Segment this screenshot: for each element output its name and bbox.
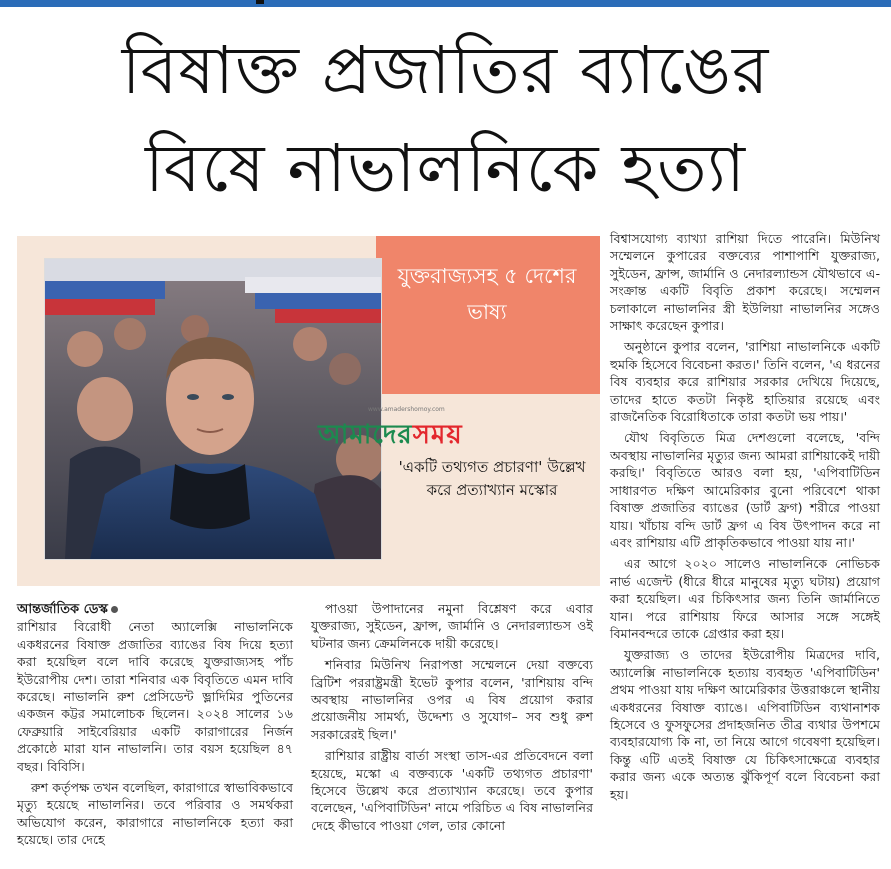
watermark-logo-part2: সময় [412, 420, 463, 450]
article-paragraph: এর আগে ২০২০ সালেও নাভালনিকে নোভিচক নার্ভ এজেন্ট (ধীরে ধীরে মানুষের মৃত্যু ঘটায়) প্রয়োগ করা হয়েছিল। এর চিকিৎসার জন্য তিনি জার্মানিতে যান। পরে রাশিয়ায় ফিরে আসার সঙ্গে সঙ্গেই বিমানবন্দরে তাকে গ্রেপ্তার করা হয়। [610, 556, 880, 641]
watermark-logo-part1: আমাদের [318, 420, 413, 450]
watermark-logo [318, 414, 463, 458]
photo-illustration [45, 259, 381, 559]
article-paragraph: রাশিয়ার রাষ্ট্রীয় বার্তা সংস্থা তাস-এর প্রতিবেদনে বলা হয়েছে, মস্কো এ বক্তব্যকে 'একটি তথ্যগত প্রচারণা' হিসেবে উল্লেখ করে প্রত্যাখ্যান করেছে। তবে কুপার বলেছেন, 'এপিবাটিডিন' নামে পরিচিত এ বিষ নাভালনির দেহে কীভাবে পাওয়া গেল, তার কোনো [311, 748, 593, 833]
article-column-1 [17, 600, 293, 853]
watermark-url: www.amadershomoy.com [368, 406, 445, 413]
top-bar-mark [256, 0, 264, 4]
navalny-photo [44, 258, 382, 560]
article-paragraph: শনিবার মিউনিখ নিরাপত্তা সম্মেলনে দেয়া বক্তব্যে ব্রিটিশ পররাষ্ট্রমন্ত্রী ইভেট কুপার বলেন, 'রাশিয়ায় বন্দি অবস্থায় নাভালনির ওপর এ বিষ প্রয়োগ করার প্রয়োজনীয় সামর্থ্য, উদ্দেশ্য ও সুযোগ– সব শুধু রুশ সরকারেরই ছিল।' [311, 657, 593, 742]
bullet-icon [111, 606, 118, 613]
article-paragraph: যৌথ বিবৃতিতে মিত্র দেশগুলো বলেছে, 'বন্দি অবস্থায় নাভালনির মৃত্যুর জন্য আমরা রাশিয়াকেই দায়ী করছি।' বিবৃতিতে আরও বলা হয়, 'এপিবাটিডিন সাধারণত দক্ষিণ আমেরিকার বুনো পরিবেশে থাকা বিষাক্ত প্রজাতির ব্যাঙের (ডার্ট ফ্রগ) শরীরে পাওয়া যায়। খাঁচায় বন্দি ডার্ট ফ্রগ এ বিষ উৎপাদন করে না এবং রাশিয়ায় এটি প্রাকৃতিকভাবে পাওয়া যায় না।' [610, 430, 880, 550]
article-paragraph: অনুষ্ঠানে কুপার বলেন, 'রাশিয়া নাভালনিকে একটি হুমকি হিসেবে বিবেচনা করত।' তিনি বলেন, 'এ ধরনের বিষ ব্যবহার করে রাশিয়ার সরকার দেখিয়ে দিয়েছে, তাদের হাতে কতটা নিকৃষ্ট হাতিয়ার রয়েছে এবং রাজনৈতিক বিরোধিতাকে তারা কতটা ভয় পায়।' [610, 339, 880, 425]
article-column-3 [610, 230, 880, 807]
article-paragraph: বিশ্বাসযোগ্য ব্যাখ্যা রাশিয়া দিতে পারেনি। মিউনিখ সম্মেলনে কুপারের বক্তব্যের পাশাপাশি যুক্তরাজ্য, সুইডেন, ফ্রান্স, জার্মানি ও নেদারল্যান্ডস যৌথভাবে এ-সংক্রান্ত একটি বিবৃতি প্রকাশ করেছে। সম্মেলন চলাকালে নাভালনির স্ত্রী ইউলিয়া নাভালনির সঙ্গেও সাক্ষাৎ করেছেন কুপার। [610, 231, 880, 334]
article-column-2 [311, 600, 593, 838]
article-paragraph: পাওয়া উপাদানের নমুনা বিশ্লেষণ করে এবার যুক্তরাজ্য, সুইডেন, ফ্রান্স, জার্মানি ও নেদারল্যান্ডস ওই ঘটনার জন্য ক্রেমলিনকে দায়ী করেছে। [311, 601, 593, 651]
headline-line-1: বিষাক্ত প্রজাতির ব্যাঙের [121, 32, 770, 109]
top-color-bar [0, 0, 891, 7]
article-paragraph: যুক্তরাজ্য ও তাদের ইউরোপীয় মিত্রদের দাবি, অ্যালেক্সি নাভালনিকে হত্যায় ব্যবহৃত 'এপিবাটিডিন' প্রথম পাওয়া যায় দক্ষিণ আমেরিকার উত্তরাঞ্চলে স্থানীয় একধরনের বিষাক্ত ব্যাঙে। এপিবাটিডিন ব্যথানাশক হিসেবে ও ফুসফুসের প্রদাহজনিত তীব্র ব্যথার উপশমে ব্যবহারযোগ্য কি না, তা নিয়ে আগে গবেষণা হয়েছিল। কিন্তু এটি এতই বিষাক্ত যে চিকিৎসাক্ষেত্রে ব্যবহার করার জন্য একে অত্যন্ত ঝুঁকিপূর্ণ বলে বিবেচনা করা হয়। [610, 647, 880, 802]
article-paragraph: রাশিয়ার বিরোধী নেতা অ্যালেক্সি নাভালনিকে একধরনের বিষাক্ত প্রজাতির ব্যাঙের বিষ দিয়ে হত্যা করা হয়েছিল বলে দাবি করেছে যুক্তরাজ্যসহ পাঁচ ইউরোপীয় দেশ। তারা শনিবার এক বিবৃতিতে এমন দাবি করেছে। নাভালনি রুশ প্রেসিডেন্ট ভ্লাদিমির পুতিনের একজন কট্টর সমালোচক ছিলেন। ২০২৪ সালের ১৬ ফেব্রুয়ারি সাইবেরিয়ার একটি কারাগারের নির্জন প্রকোষ্ঠে মারা যান নাভালনি। তার বয়স হয়েছিল ৪৭ বছর। বিবিসি। [17, 619, 293, 774]
sidebar-highlight-text: যুক্তরাজ্যসহ ৫ দেশের ভাষ্য [397, 264, 577, 324]
headline [0, 22, 891, 218]
article-paragraph: রুশ কর্তৃপক্ষ তখন বলেছিল, কারাগারে স্বাভাবিকভাবে মৃত্যু হয়েছে নাভালনির। তবে পরিবার ও সমর্থকরা অভিযোগ করেন, কারাগারে নাভালনিকে হত্যা করা হয়েছে। তার দেহে [17, 780, 293, 848]
pull-quote: 'একটি তথ্যগত প্রচারণা' উল্লেখ করে প্রত্যাখ্যান মস্কোর [398, 458, 586, 499]
headline-line-2: বিষে নাভালনিকে হত্যা [145, 130, 746, 207]
desk-label: আন্তর্জাতিক ডেস্ক [17, 602, 108, 617]
